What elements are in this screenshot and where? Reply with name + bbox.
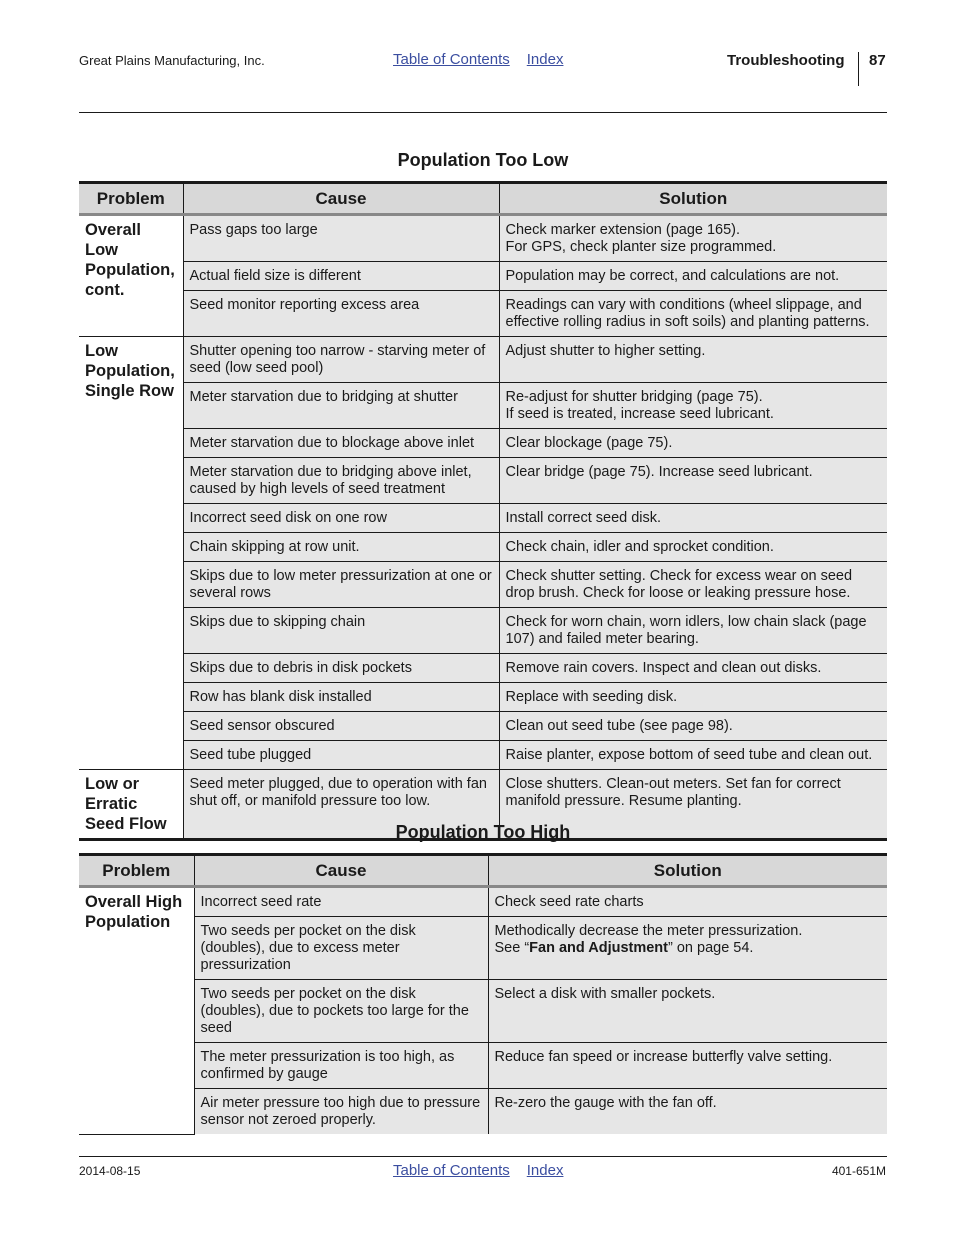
solution-cell: Population may be correct, and calculations are not. <box>499 262 887 291</box>
solution-cell: Re-zero the gauge with the fan off. <box>488 1089 887 1135</box>
header-nav <box>393 51 580 68</box>
cause-cell: Actual field size is different <box>183 262 499 291</box>
solution-cell: Select a disk with smaller pockets. <box>488 980 887 1043</box>
table-row <box>79 1043 887 1089</box>
cross-reference: Fan and Adjustment <box>529 940 668 956</box>
problem-cell: Low Population, Single Row <box>79 337 183 770</box>
document-number: 401-651M <box>831 1164 886 1178</box>
population-too-low-table <box>79 181 887 841</box>
table-row <box>79 383 887 429</box>
cause-cell: Meter starvation due to bridging at shutter <box>183 383 499 429</box>
column-header-solution: Solution <box>488 855 887 887</box>
cause-cell: Meter starvation due to blockage above inlet <box>183 429 499 458</box>
cause-cell: Seed sensor obscured <box>183 712 499 741</box>
table1-title: Population Too Low <box>397 150 569 170</box>
solution-cell: Readings can vary with conditions (wheel slippage, and effective rolling radius in soft soils) and planting patterns. <box>499 291 887 337</box>
column-header-cause: Cause <box>183 183 499 215</box>
cause-cell: Skips due to skipping chain <box>183 608 499 654</box>
cause-cell: Chain skipping at row unit. <box>183 533 499 562</box>
cause-cell: Incorrect seed rate <box>194 887 488 917</box>
cause-cell: Incorrect seed disk on one row <box>183 504 499 533</box>
table2-title: Population Too High <box>395 822 571 842</box>
table-row <box>79 741 887 770</box>
population-too-high-table <box>79 853 887 1135</box>
table-of-contents-link[interactable]: Table of Contents <box>393 1162 510 1179</box>
cause-cell: Shutter opening too narrow - starving meter of seed (low seed pool) <box>183 337 499 383</box>
table-row <box>79 215 887 262</box>
solution-cell: Clear blockage (page 75). <box>499 429 887 458</box>
solution-cell: Raise planter, expose bottom of seed tube and clean out. <box>499 741 887 770</box>
cause-cell: Seed tube plugged <box>183 741 499 770</box>
table-row <box>79 562 887 608</box>
table-row <box>79 533 887 562</box>
footer-nav <box>393 1162 580 1179</box>
solution-cell: Check for worn chain, worn idlers, low chain slack (page 107) and failed meter bearing. <box>499 608 887 654</box>
table-row <box>79 887 887 917</box>
column-header-cause: Cause <box>194 855 488 887</box>
column-header-problem: Problem <box>79 855 194 887</box>
index-link[interactable]: Index <box>526 51 564 68</box>
table-row <box>79 608 887 654</box>
header-divider <box>858 52 859 86</box>
company-name: Great Plains Manufacturing, Inc. <box>79 53 265 68</box>
header-rule <box>79 112 887 113</box>
column-header-problem: Problem <box>79 183 183 215</box>
cause-cell: Two seeds per pocket on the disk (doubles), due to pockets too large for the seed <box>194 980 488 1043</box>
solution-cell: Re-adjust for shutter bridging (page 75). If seed is treated, increase seed lubricant. <box>499 383 887 429</box>
table-row <box>79 337 887 383</box>
table-row <box>79 683 887 712</box>
table-row <box>79 917 887 980</box>
solution-cell: Clean out seed tube (see page 98). <box>499 712 887 741</box>
cause-cell: The meter pressurization is too high, as confirmed by gauge <box>194 1043 488 1089</box>
cause-cell: Pass gaps too large <box>183 215 499 262</box>
cause-cell: Meter starvation due to bridging above inlet, caused by high levels of seed treatment <box>183 458 499 504</box>
table-row <box>79 654 887 683</box>
solution-cell: Check shutter setting. Check for excess wear on seed drop brush. Check for loose or leaking pressure hose. <box>499 562 887 608</box>
table-row <box>79 458 887 504</box>
cause-cell: Skips due to low meter pressurization at one or several rows <box>183 562 499 608</box>
cause-cell: Seed monitor reporting excess area <box>183 291 499 337</box>
problem-cell: Low or Erratic Seed Flow <box>79 770 183 840</box>
problem-cell: Overall High Population <box>79 887 194 1135</box>
cause-cell: Two seeds per pocket on the disk (doubles), due to excess meter pressurization <box>194 917 488 980</box>
table-row <box>79 712 887 741</box>
solution-cell: Clear bridge (page 75). Increase seed lubricant. <box>499 458 887 504</box>
solution-cell: Check seed rate charts <box>488 887 887 917</box>
solution-cell: Reduce fan speed or increase butterfly valve setting. <box>488 1043 887 1089</box>
solution-cell: Methodically decrease the meter pressurization. See “Fan and Adjustment” on page 54. <box>488 917 887 980</box>
table-row <box>79 262 887 291</box>
table-row <box>79 429 887 458</box>
solution-cell: Check chain, idler and sprocket condition. <box>499 533 887 562</box>
footer-date: 2014-08-15 <box>79 1164 141 1178</box>
table-of-contents-link[interactable]: Table of Contents <box>393 51 510 68</box>
solution-cell: Install correct seed disk. <box>499 504 887 533</box>
cause-cell: Seed meter plugged, due to operation with fan shut off, or manifold pressure too low. <box>183 770 499 840</box>
section-title: Troubleshooting <box>727 52 845 69</box>
page-number: 87 <box>869 52 886 69</box>
problem-cell: Overall Low Population, cont. <box>79 215 183 337</box>
footer-rule <box>79 1156 887 1157</box>
cause-cell: Row has blank disk installed <box>183 683 499 712</box>
cause-cell: Air meter pressure too high due to pressure sensor not zeroed properly. <box>194 1089 488 1135</box>
cause-cell: Skips due to debris in disk pockets <box>183 654 499 683</box>
table-row <box>79 980 887 1043</box>
table-row <box>79 291 887 337</box>
index-link[interactable]: Index <box>526 1162 564 1179</box>
column-header-solution: Solution <box>499 183 887 215</box>
solution-cell: Adjust shutter to higher setting. <box>499 337 887 383</box>
solution-cell: Check marker extension (page 165). For GPS, check planter size programmed. <box>499 215 887 262</box>
table-row <box>79 504 887 533</box>
solution-cell: Replace with seeding disk. <box>499 683 887 712</box>
solution-cell: Remove rain covers. Inspect and clean out disks. <box>499 654 887 683</box>
solution-cell: Close shutters. Clean-out meters. Set fan for correct manifold pressure. Resume planting. <box>499 770 887 840</box>
table-row <box>79 1089 887 1135</box>
